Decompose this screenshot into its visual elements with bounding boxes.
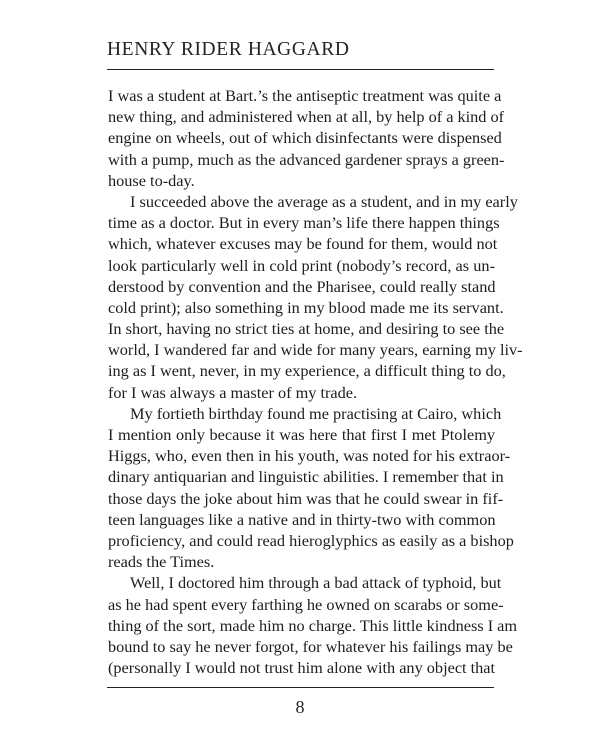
- text-line: Well, I doctored him through a bad attack of typhoid, but: [130, 573, 502, 593]
- text-line: I was a student at Bart.’s the antiseptic treatment was quite a: [108, 86, 502, 105]
- running-head: HENRY RIDER HAGGARD: [107, 39, 350, 60]
- text-line: In short, having no strict ties at home, and desiring to see the: [108, 319, 505, 339]
- text-line: derstood by convention and the Pharisee, could really stand: [108, 276, 496, 296]
- text-line: I succeeded above the average as a student, and in my early: [130, 191, 518, 211]
- text-line: time as a doctor. But in every man’s life there happen things: [108, 213, 500, 233]
- text-line: thing of the sort, made him no charge. This little kindness I am: [108, 615, 518, 635]
- text-line: for I was always a master of my trade.: [108, 382, 358, 402]
- text-line: house to-day.: [108, 170, 195, 190]
- text-line: Higgs, who, even then in his youth, was noted for his extraor-: [108, 446, 511, 466]
- text-line: (personally I would not trust him alone with any object that: [108, 658, 496, 678]
- text-line: engine on wheels, out of which disinfectants were dispensed: [108, 128, 502, 148]
- text-line: with a pump, much as the advanced gardener sprays a green-: [108, 149, 505, 169]
- text-line: proficiency, and could read hieroglyphics as easily as a bishop: [108, 530, 514, 550]
- text-line: dinary antiquarian and linguistic abilities. I remember that in: [108, 467, 504, 487]
- footer-rule: [107, 687, 494, 688]
- text-line: as he had spent every farthing he owned on scarabs or some-: [108, 594, 504, 614]
- text-line: those days the joke about him was that he could swear in fif-: [108, 488, 504, 508]
- text-line: reads the Times.: [108, 552, 215, 572]
- text-line: new thing, and administered when at all, by help of a kind of: [108, 107, 505, 127]
- text-line: teen languages like a native and in thirty-two with common: [108, 509, 496, 529]
- page-number: 8: [295, 697, 305, 717]
- text-line: cold print); also something in my blood made me its servant.: [108, 297, 504, 317]
- text-line: ing as I went, never, in my experience, a difficult thing to do,: [108, 361, 506, 381]
- text-line: My fortieth birthday found me practising at Cairo, which: [130, 403, 502, 423]
- text-line: bound to say he never forgot, for whatever his failings may be: [108, 636, 513, 656]
- text-line: look particularly well in cold print (nobody’s record, as un-: [108, 255, 495, 275]
- text-line: world, I wandered far and wide for many years, earning my liv-: [108, 340, 523, 360]
- header-rule: [107, 69, 494, 70]
- text-line: I mention only because it was here that first I met Ptolemy: [108, 425, 495, 444]
- body-text: [108, 85, 523, 678]
- text-line: which, whatever excuses may be found for them, would not: [108, 234, 498, 254]
